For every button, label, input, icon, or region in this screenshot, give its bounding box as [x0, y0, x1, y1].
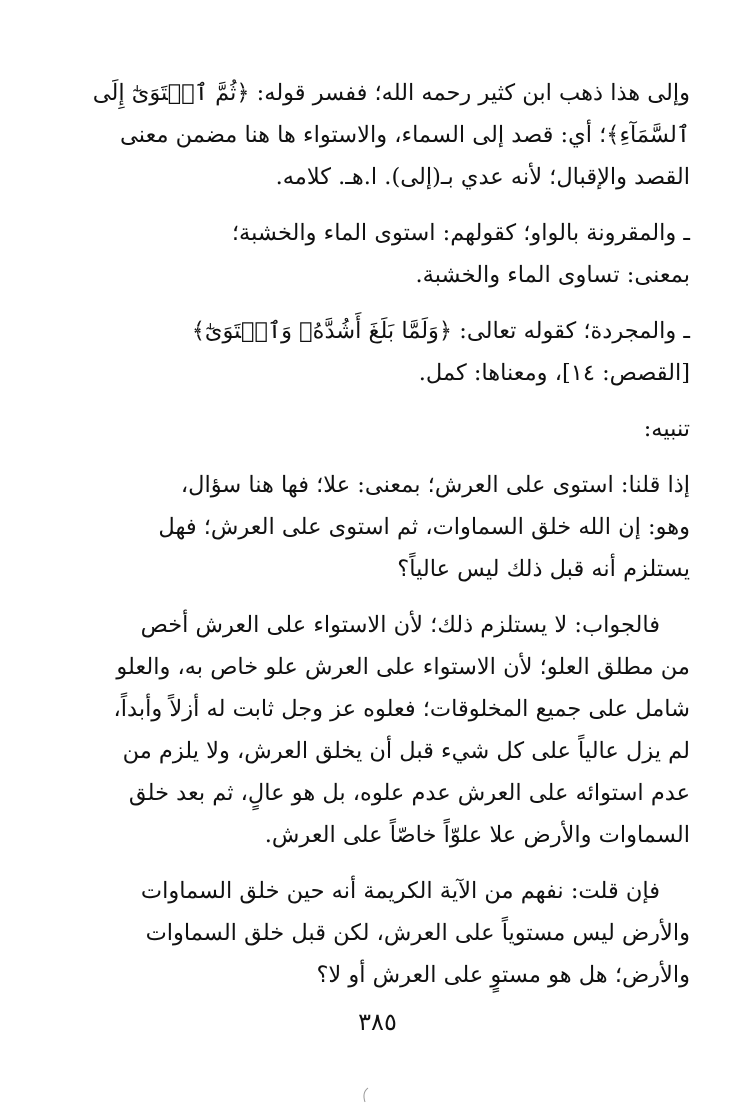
- page-number: ٣٨٥: [358, 1008, 397, 1036]
- text-line: يستلزم أنه قبل ذلك ليس عالياً؟: [397, 556, 690, 582]
- paragraph-objection: [80, 870, 690, 996]
- text-line: شامل على جميع المخلوقات؛ فعلوه عز وجل ثابت له أزلاً وأبداً،: [113, 696, 690, 722]
- page-body: [80, 72, 690, 996]
- text-line: بمعنى: تساوى الماء والخشبة.: [415, 262, 690, 288]
- paragraph-mujarrada: [80, 310, 690, 394]
- paragraph-gap: [80, 450, 690, 464]
- text-line: تنبيه:: [643, 416, 690, 442]
- text-line: والأرض ليس مستوياً على العرش، لكن قبل خلق السماوات: [145, 920, 690, 946]
- paragraph-gap: [80, 198, 690, 212]
- paragraph-question: [80, 464, 690, 590]
- text-line: والأرض؛ هل هو مستوٍ على العرش أو لا؟: [316, 962, 690, 988]
- text-line: السماوات والأرض علا علوّاً خاصّاً على العرش.: [264, 822, 690, 848]
- paragraph-with-waw: [80, 212, 690, 296]
- paragraph-gap: [80, 856, 690, 870]
- text-line: ـ والمقرونة بالواو؛ كقولهم: استوى الماء والخشبة؛: [231, 220, 690, 246]
- note-heading: [80, 408, 690, 450]
- text-line: [القصص: ١٤]، ومعناها: كمل.: [418, 360, 690, 386]
- text-line: عدم استوائه على العرش عدم علوه، بل هو عالٍ، ثم بعد خلق: [128, 780, 690, 806]
- paragraph-gap: [80, 394, 690, 408]
- text-line: فالجواب: لا يستلزم ذلك؛ لأن الاستواء على العرش أخص: [140, 612, 660, 638]
- text-line: ٱلسَّمَآءِ﴾؛ أي: قصد إلى السماء، والاستواء ها هنا مضمن معنى: [120, 122, 690, 148]
- text-line: ـ والمجردة؛ كقوله تعالى: ﴿وَلَمَّا بَلَغَ أَشُدَّهُۥ وَٱسۡتَوَىٰٓ﴾: [191, 318, 690, 344]
- text-line: وإلى هذا ذهب ابن كثير رحمه الله؛ ففسر قوله: ﴿ثُمَّ ٱسۡتَوَىٰٓ إِلَى: [92, 80, 690, 106]
- paragraph-ibn-kathir: [80, 72, 690, 198]
- paragraph-gap: [80, 590, 690, 604]
- text-line: من مطلق العلو؛ لأن الاستواء على العرش علو خاص به، والعلو: [116, 654, 690, 680]
- paragraph-gap: [80, 296, 690, 310]
- text-line: فإن قلت: نفهم من الآية الكريمة أنه حين خلق السماوات: [140, 878, 660, 904]
- pencil-mark-icon: [358, 1086, 372, 1104]
- text-line: القصد والإقبال؛ لأنه عدي بـ(إلى). ا.هـ. كلامه.: [275, 164, 690, 190]
- text-line: وهو: إن الله خلق السماوات، ثم استوى على العرش؛ فهل: [158, 514, 690, 540]
- paragraph-answer: [80, 604, 690, 856]
- text-line: إذا قلنا: استوى على العرش؛ بمعنى: علا؛ فها هنا سؤال،: [180, 472, 690, 498]
- text-line: لم يزل عالياً على كل شيء قبل أن يخلق العرش، ولا يلزم من: [122, 738, 690, 764]
